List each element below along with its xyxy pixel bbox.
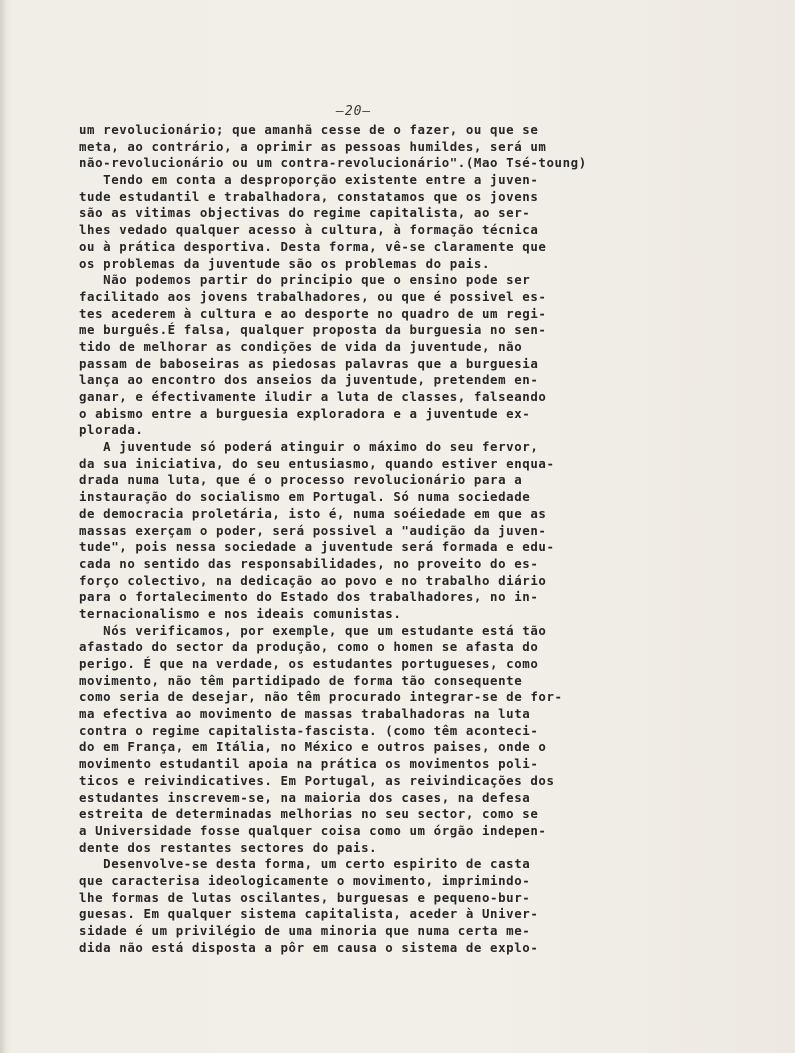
text-line: A juventude só poderá atinguir o máximo do seu fervor, <box>79 439 539 455</box>
text-line: o abismo entre a burguesia exploradora e a juventude ex- <box>79 405 531 421</box>
text-line: afastado do sector da produção, como o homen se afasta do <box>79 639 539 655</box>
text-line: dente dos restantes sectores do pais. <box>79 839 378 855</box>
text-line: que caracterisa ideologicamente o movimento, imprimindo- <box>79 872 531 888</box>
text-line: ternacionalismo e nos ideais comunistas. <box>79 605 402 621</box>
text-line: tido de melhorar as condições de vida da juventude, não <box>79 338 523 354</box>
text-line: Tendo em conta a desproporção existente entre a juven- <box>79 172 539 188</box>
text-line: contra o regime capitalista-fascista. (como têm aconteci- <box>79 722 539 738</box>
page-number: —20— <box>336 104 372 119</box>
text-line: movimento, não têm partidipado de forma tão consequente <box>79 672 523 688</box>
text-line: são as vitimas objectivas do regime capitalista, ao ser- <box>79 205 531 221</box>
text-line: facilitado aos jovens trabalhadores, ou que é possivel es- <box>79 288 547 304</box>
text-line: os problemas da juventude são os problemas do pais. <box>79 255 491 271</box>
text-line: estudantes inscrevem-se, na maioria dos cases, na defesa <box>79 789 531 805</box>
text-line: plorada. <box>79 422 144 438</box>
text-line: forço colectivo, na dedicação ao povo e no trabalho diário <box>79 572 547 588</box>
text-line: ganar, e éfectivamente iludir a luta de classes, falseando <box>79 389 547 404</box>
text-line: não-revolucionário ou um contra-revolucionário".(Mao Tsé-toung) <box>79 155 587 171</box>
text-line: me burguês.É falsa, qualquer proposta da burguesia no sen- <box>79 322 547 338</box>
text-line: tude estudantil e trabalhadora, constatamos que os jovens <box>79 188 539 204</box>
text-line: lhe formas de lutas oscilantes, burguesas e pequeno-bur- <box>79 889 531 905</box>
page-edge-shadow <box>0 0 6 1053</box>
text-line: estreita de determinadas melhorias no seu sector, como se <box>79 806 539 822</box>
text-line: ma efectiva ao movimento de massas trabalhadoras na luta <box>79 706 531 722</box>
text-line: instauração do socialismo em Portugal. Só numa sociedade <box>79 489 531 505</box>
text-line: massas exerçam o poder, será possivel a "audição da juven- <box>79 522 547 538</box>
text-line: Nós verificamos, por exemple, que um estudante está tão <box>79 622 547 638</box>
body-text <box>79 122 739 956</box>
text-line: Não podemos partir do principio que o ensino pode ser <box>79 272 531 288</box>
text-line: Desenvolve-se desta forma, um certo espirito de casta <box>79 856 531 872</box>
text-line: a Universidade fosse qualquer coisa como um órgão indepen- <box>79 822 547 838</box>
text-line: meta, ao contrário, a oprimir as pessoas humildes, será um <box>79 138 547 154</box>
text-line: como seria de desejar, não têm procurado integrar-se de for- <box>79 689 563 705</box>
text-line: ticos e reivindicatives. Em Portugal, as reivindicações dos <box>79 772 555 788</box>
text-line: tude", pois nessa sociedade a juventude será formada e edu- <box>79 539 555 555</box>
text-line: para o fortalecimento do Estado dos trabalhadores, no in- <box>79 589 539 605</box>
text-line: lança ao encontro dos anseios da juventude, pretendem en- <box>79 372 539 388</box>
text-line: guesas. Em qualquer sistema capitalista, aceder à Univer- <box>79 906 539 922</box>
text-line: do em França, em Itália, no México e outros paises, onde o <box>79 739 547 755</box>
text-line: cada no sentido das responsabilidades, no proveito do es- <box>79 555 539 571</box>
text-line: passam de baboseiras as piedosas palavras que a burguesia <box>79 355 539 371</box>
text-line: sidade é um privilégio de uma minoria que numa certa me- <box>79 923 531 938</box>
text-line: ou à prática desportiva. Desta forma, vê-se claramente que <box>79 238 547 254</box>
text-line: drada numa luta, que é o processo revolucionário para a <box>79 472 523 488</box>
text-line: de democracia proletária, isto é, numa soéiedade em que as <box>79 505 547 521</box>
text-line: da sua iniciativa, do seu entusiasmo, quando estiver enqua- <box>79 455 555 471</box>
text-line: tes acederem à cultura e ao desporte no quadro de um regi- <box>79 305 547 321</box>
text-line: movimento estudantil apoia na prática os movimentos poli- <box>79 756 539 772</box>
text-line: lhes vedado qualquer acesso à cultura, à formação técnica <box>79 222 539 238</box>
text-line: dida não está disposta a pôr em causa o sistema de explo- <box>79 939 539 955</box>
text-line: um revolucionário; que amanhã cesse de o fazer, ou que se <box>79 122 539 137</box>
text-line: perigo. É que na verdade, os estudantes portugueses, como <box>79 656 539 671</box>
